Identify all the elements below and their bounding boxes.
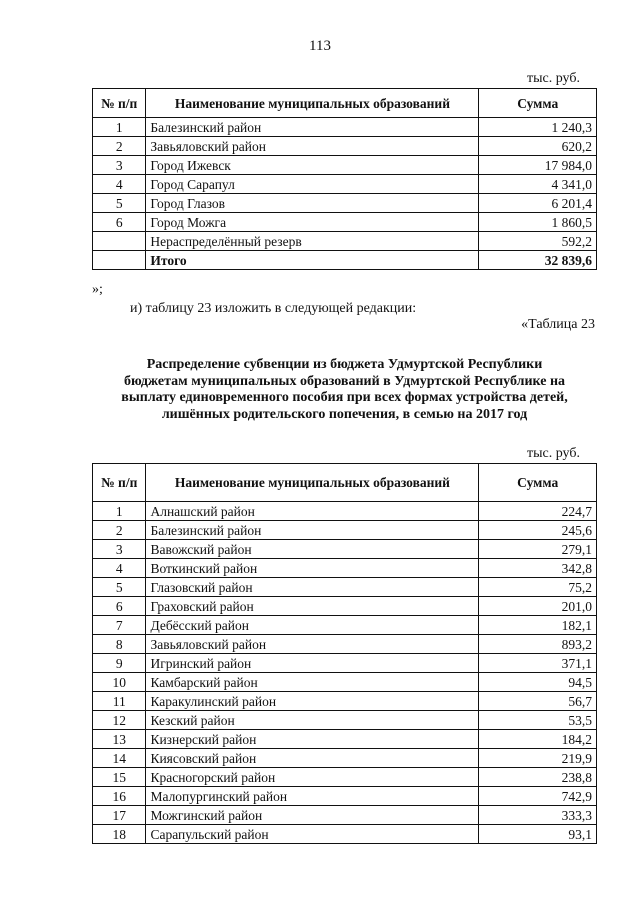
- row-num: 17: [93, 806, 146, 825]
- row-sum: 219,9: [479, 749, 597, 768]
- title-line: выплату единовременного пособия при всех формах устройства детей,: [121, 390, 568, 405]
- row-name: Город Глазов: [146, 194, 479, 213]
- row-num: 4: [93, 175, 146, 194]
- row-sum: 93,1: [479, 825, 597, 844]
- row-num: 5: [93, 194, 146, 213]
- row-name: Камбарский район: [146, 673, 479, 692]
- row-num: 7: [93, 616, 146, 635]
- table-row: [93, 521, 597, 540]
- column-header-sum: Сумма: [479, 89, 597, 118]
- row-name: Нераспределённый резерв: [146, 232, 479, 251]
- row-num: 2: [93, 521, 146, 540]
- row-name: Киясовский район: [146, 749, 479, 768]
- row-sum: 333,3: [479, 806, 597, 825]
- table-row: [93, 540, 597, 559]
- row-num: 12: [93, 711, 146, 730]
- row-num: 15: [93, 768, 146, 787]
- table-row: [93, 730, 597, 749]
- row-num: 4: [93, 559, 146, 578]
- row-sum: 893,2: [479, 635, 597, 654]
- row-name: Малопургинский район: [146, 787, 479, 806]
- table-row: [93, 118, 597, 137]
- page-number: 113: [309, 38, 331, 54]
- table-row: [93, 787, 597, 806]
- row-name: Каракулинский район: [146, 692, 479, 711]
- table-row: [93, 232, 597, 251]
- row-sum: 182,1: [479, 616, 597, 635]
- row-num: 14: [93, 749, 146, 768]
- row-name: Сарапульский район: [146, 825, 479, 844]
- table-row: [93, 156, 597, 175]
- row-num: 16: [93, 787, 146, 806]
- row-num: 10: [93, 673, 146, 692]
- row-num: 6: [93, 213, 146, 232]
- row-name: Граховский район: [146, 597, 479, 616]
- table-row: [93, 502, 597, 521]
- row-num: 9: [93, 654, 146, 673]
- row-name: Кезский район: [146, 711, 479, 730]
- closing-quote: »;: [92, 282, 103, 297]
- row-num: 18: [93, 825, 146, 844]
- row-sum: 224,7: [479, 502, 597, 521]
- table-reference: «Таблица 23: [521, 317, 595, 332]
- title-line: Распределение субвенции из бюджета Удмуртской Республики: [146, 357, 543, 372]
- row-name: Игринский район: [146, 654, 479, 673]
- column-header-name: Наименование муниципальных образований: [146, 89, 479, 118]
- row-sum: 238,8: [479, 768, 597, 787]
- row-sum: 371,1: [479, 654, 597, 673]
- row-sum: 56,7: [479, 692, 597, 711]
- table-row: [93, 825, 597, 844]
- table-row: [93, 806, 597, 825]
- row-num: 11: [93, 692, 146, 711]
- row-name: Можгинский район: [146, 806, 479, 825]
- row-sum: 342,8: [479, 559, 597, 578]
- row-sum: 94,5: [479, 673, 597, 692]
- table-row: [93, 673, 597, 692]
- row-sum: 245,6: [479, 521, 597, 540]
- row-sum: 1 860,5: [479, 213, 597, 232]
- column-header-num: № п/п: [93, 89, 146, 118]
- row-num: 13: [93, 730, 146, 749]
- row-sum: 620,2: [479, 137, 597, 156]
- total-row: [93, 251, 597, 270]
- table-row: [93, 175, 597, 194]
- row-num: 8: [93, 635, 146, 654]
- table-row: [93, 711, 597, 730]
- row-sum: 184,2: [479, 730, 597, 749]
- row-name: Вавожский район: [146, 540, 479, 559]
- table-row: [93, 137, 597, 156]
- row-sum: 279,1: [479, 540, 597, 559]
- row-name: Балезинский район: [146, 521, 479, 540]
- row-sum: 6 201,4: [479, 194, 597, 213]
- table-row: [93, 768, 597, 787]
- allocation-table-1: [92, 88, 597, 270]
- row-sum: 53,5: [479, 711, 597, 730]
- row-num: 1: [93, 118, 146, 137]
- row-sum: 17 984,0: [479, 156, 597, 175]
- column-header-sum: Сумма: [479, 464, 597, 502]
- table-row: [93, 616, 597, 635]
- table1-units: тыс. руб.: [527, 71, 580, 86]
- row-name: Глазовский район: [146, 578, 479, 597]
- row-name: Завьяловский район: [146, 137, 479, 156]
- row-num: 3: [93, 540, 146, 559]
- table-row: [93, 692, 597, 711]
- row-name: Балезинский район: [146, 118, 479, 137]
- instruction-text: и) таблицу 23 изложить в следующей редакции:: [130, 301, 417, 316]
- table-row: [93, 749, 597, 768]
- column-header-num: № п/п: [93, 464, 146, 502]
- row-name: Дебёсский район: [146, 616, 479, 635]
- total-sum: 32 839,6: [479, 251, 597, 270]
- row-num: 6: [93, 597, 146, 616]
- row-name: Завьяловский район: [146, 635, 479, 654]
- table-row: [93, 213, 597, 232]
- table-row: [93, 194, 597, 213]
- row-sum: 592,2: [479, 232, 597, 251]
- row-sum: 75,2: [479, 578, 597, 597]
- title-line: бюджетам муниципальных образований в Удмуртской Республике на: [123, 373, 566, 389]
- row-num: [93, 251, 146, 270]
- column-header-name: Наименование муниципальных образований: [146, 464, 479, 502]
- table-title: [92, 357, 597, 423]
- row-sum: 4 341,0: [479, 175, 597, 194]
- row-num: [93, 232, 146, 251]
- row-sum: 201,0: [479, 597, 597, 616]
- row-name: Город Сарапул: [146, 175, 479, 194]
- row-num: 1: [93, 502, 146, 521]
- row-name: Воткинский район: [146, 559, 479, 578]
- table-row: [93, 635, 597, 654]
- table-row: [93, 578, 597, 597]
- table-row: [93, 559, 597, 578]
- row-num: 3: [93, 156, 146, 175]
- title-line: лишённых родительского попечения, в семью на 2017 год: [161, 406, 528, 422]
- row-name: Красногорский район: [146, 768, 479, 787]
- row-name: Алнашский район: [146, 502, 479, 521]
- row-name: Кизнерский район: [146, 730, 479, 749]
- row-num: 5: [93, 578, 146, 597]
- table-row: [93, 654, 597, 673]
- row-name: Город Ижевск: [146, 156, 479, 175]
- total-label: Итого: [146, 251, 479, 270]
- row-sum: 1 240,3: [479, 118, 597, 137]
- table2-units: тыс. руб.: [527, 446, 580, 461]
- row-sum: 742,9: [479, 787, 597, 806]
- table-row: [93, 597, 597, 616]
- row-name: Город Можга: [146, 213, 479, 232]
- row-num: 2: [93, 137, 146, 156]
- allocation-table-2: [92, 463, 597, 844]
